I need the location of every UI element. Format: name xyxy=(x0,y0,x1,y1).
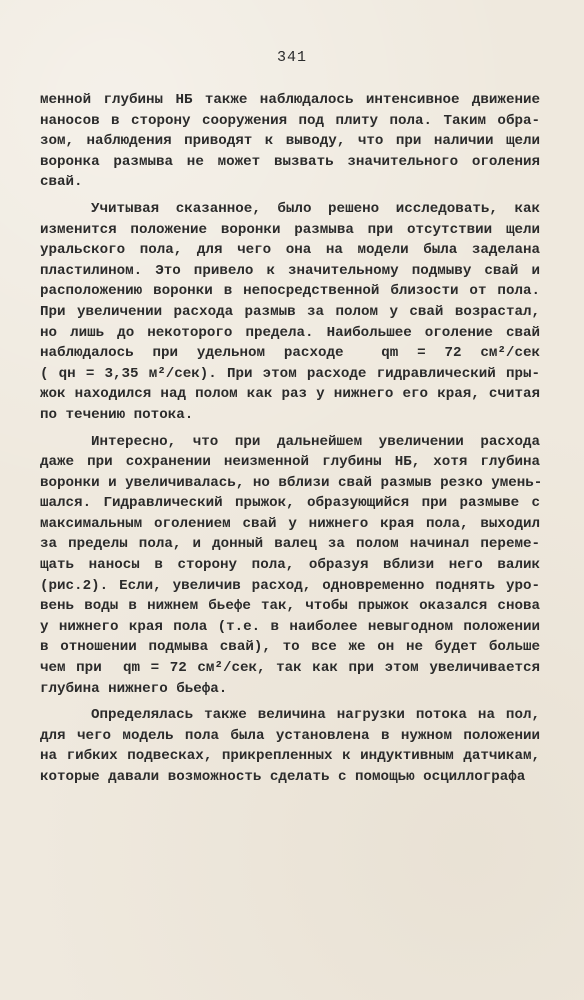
text-line: жок находился над полом как раз у нижнего его края, считая xyxy=(40,386,540,403)
text-line: воронки и увеличивалась, но вблизи свай размыв резко умень- xyxy=(40,474,543,491)
text-line: воронка размыва не может вызвать значительного оголения xyxy=(40,153,540,170)
text-line: ( qн = 3,35 м²/сек). При этом расходе гидравлический пры- xyxy=(40,365,540,382)
text-line: вень воды в нижнем бьефе так, чтобы прыжок оказался снова xyxy=(40,598,540,615)
text-line: При увеличении расхода размыв за полом у свай возрастал, xyxy=(40,303,540,320)
text-line: шался. Гидравлический прыжок, образующийся при размыве с xyxy=(40,495,540,512)
text-line: Интересно, что при дальнейшем увеличении расхода xyxy=(91,433,540,450)
text-line: зом, наблюдения приводят к выводу, что при наличии щели xyxy=(40,133,540,150)
text-line: по течению потока. xyxy=(40,406,194,423)
text-line: уральского пола, для чего она на модели была заделана xyxy=(40,242,540,259)
text-line: пластилином. Это привело к значительному подмыву свай и xyxy=(40,262,540,279)
text-line: за пределы пола, и донный валец за полом начинал переме- xyxy=(40,536,540,553)
text-line: Определялась также величина нагрузки потока на пол, xyxy=(91,707,540,724)
text-line: Учитывая сказанное, было решено исследовать, как xyxy=(91,200,540,217)
text-line: (рис.2). Если, увеличив расход, одновременно поднять уро- xyxy=(40,577,540,594)
text-line: в отношении подмыва свай), то все же он не будет больше xyxy=(40,639,540,656)
text-line: изменится положение воронки размыва при отсутствии щели xyxy=(40,221,540,238)
text-line: менной глубины НБ также наблюдалось интенсивное движение xyxy=(40,92,540,108)
text-line: свай. xyxy=(40,174,83,191)
text-line: чем при qm = 72 см²/сек, так как при этом увеличивается xyxy=(40,660,540,677)
text-line: наносов в сторону сооружения под плиту пола. Таким обра- xyxy=(40,112,540,129)
text-line: на гибких подвесках, прикрепленных к индуктивным датчикам, xyxy=(40,748,540,765)
text-line: максимальным оголением свай у нижнего края пола, выходил xyxy=(40,515,540,532)
text-line: даже при сохранении неизменной глубины НБ, хотя глубина xyxy=(40,454,540,471)
text-line: для чего модель пола была установлена в нужном положении xyxy=(40,727,540,744)
body-text xyxy=(40,90,543,788)
text-line: щать наносы в сторону пола, образуя вблизи него валик xyxy=(40,557,540,574)
text-line: расположению воронки в непосредственной близости от пола. xyxy=(40,283,540,300)
text-line: но лишь до некоторого предела. Наибольшее оголение свай xyxy=(40,324,540,341)
text-line: глубина нижнего бьефа. xyxy=(40,680,228,697)
page-number: 341 xyxy=(276,49,307,66)
text-line: наблюдалось при удельном расходе qm = 72 см²/сек xyxy=(40,345,540,362)
text-line: у нижнего края пола (т.е. в наиболее невыгодном положении xyxy=(40,618,540,635)
text-line: которые давали возможность сделать с помощью осциллографа xyxy=(40,769,526,785)
